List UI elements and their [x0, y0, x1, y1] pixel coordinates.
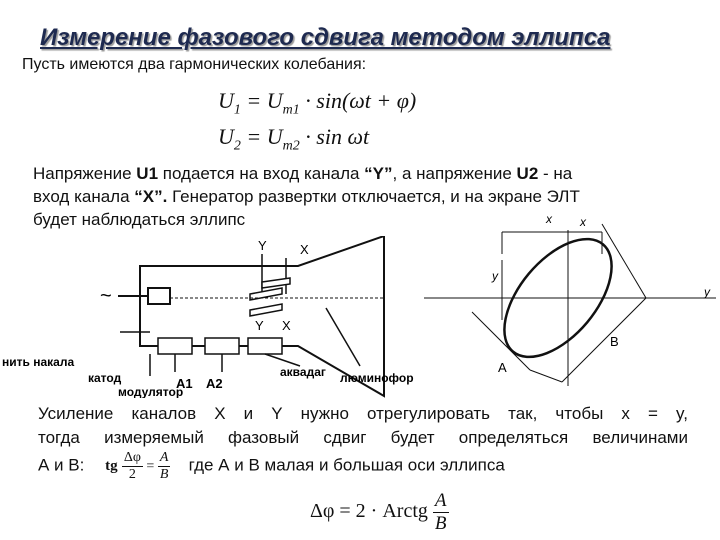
- a-dim-end: [530, 370, 562, 382]
- p-text: Генератор развертки отключается, и на экране ЭЛТ: [167, 187, 580, 206]
- p-text: вход канала: [33, 187, 135, 206]
- formula-u2-lhs: U: [218, 124, 234, 149]
- label-aquadag: аквадаг: [280, 365, 326, 379]
- crt-ac-symbol: ~: [100, 285, 112, 307]
- conclusion-text: [38, 402, 688, 483]
- label-cathode: катод: [88, 371, 122, 385]
- formula-u2-rest: · sin ωt: [299, 124, 370, 149]
- final-den: B: [434, 513, 447, 534]
- crt-x-top: X: [300, 242, 309, 257]
- formula-u2: [218, 124, 369, 154]
- word: каналов: [131, 404, 197, 423]
- ab-text: А и В:: [38, 455, 85, 475]
- tg-formula: [105, 450, 175, 482]
- p-text: подается на вход канала: [158, 164, 365, 183]
- page-title: Измерение фазового сдвига методом эллипса: [40, 24, 611, 51]
- conclusion-line-3: [38, 450, 688, 483]
- p-channel-x: “X”.: [134, 187, 168, 206]
- conclusion-line-1: [38, 402, 688, 426]
- y-plate-bottom: [250, 304, 282, 316]
- p-text: Напряжение: [33, 164, 137, 183]
- formula-u1-amp-sub: m1: [282, 102, 300, 118]
- word: измеряемый: [104, 428, 204, 447]
- p-channel-y: “Y”: [364, 164, 393, 183]
- formula-u1-lhs: U: [218, 88, 234, 113]
- ellipse-b-label: B: [610, 334, 619, 349]
- formula-u1: [218, 88, 416, 118]
- formula-u2-lhs-sub: 2: [233, 138, 241, 154]
- crt-y-top: Y: [258, 238, 267, 253]
- formula-u1-rest: · sin(ωt + φ): [299, 88, 417, 113]
- ellipse-a-label: A: [498, 360, 507, 375]
- formula-u2-eq: =: [240, 124, 267, 149]
- word: Усиление: [38, 404, 114, 423]
- word: нужно: [300, 404, 349, 423]
- word: x: [621, 404, 630, 423]
- formula-u2-amp: U: [266, 124, 283, 149]
- intro-text: Пусть имеются два гармонических колебания:: [22, 56, 367, 73]
- word: чтобы: [555, 404, 604, 423]
- ellipse-x-left: x: [546, 212, 552, 226]
- p-u2: U2: [516, 164, 539, 183]
- axes-text: где А и В малая и большая оси эллипса: [188, 455, 505, 475]
- label-a2: A2: [206, 376, 223, 391]
- paragraph-line-3: будет наблюдаться эллипс: [33, 210, 246, 229]
- cathode-shape: [148, 288, 170, 304]
- phosphor-lead: [326, 308, 360, 366]
- ellipse-y-right: y: [704, 285, 710, 299]
- word: определяться: [458, 428, 569, 447]
- word: так,: [508, 404, 538, 423]
- p-text: - на: [538, 164, 573, 183]
- ellipse-diagram: [420, 210, 720, 390]
- paragraph-line-1: [33, 162, 580, 185]
- formula-u1-eq: =: [240, 88, 267, 113]
- a1-box: [158, 338, 192, 354]
- aquadag-box: [248, 338, 282, 354]
- word: сдвиг: [323, 428, 367, 447]
- label-phosphor: люминофор: [340, 371, 414, 385]
- word: тогда: [38, 428, 80, 447]
- label-a1: A1: [176, 376, 193, 391]
- word: =: [647, 404, 658, 423]
- b-extension: [562, 298, 646, 382]
- crt-x-low: X: [282, 318, 291, 333]
- crt-y-low: Y: [255, 318, 264, 333]
- formula-u2-amp-sub: m2: [282, 138, 300, 154]
- word: и: [243, 404, 254, 423]
- ratio-fraction: [158, 450, 171, 483]
- final-fraction: [433, 490, 449, 535]
- ellipse-y-left: y: [492, 269, 498, 283]
- final-num: A: [434, 490, 447, 511]
- formula-u1-lhs-sub: 1: [233, 102, 241, 118]
- ratio-den: B: [159, 467, 169, 482]
- half-phase-fraction: [122, 450, 143, 483]
- final-formula: [310, 490, 449, 535]
- half-phase-den: 2: [128, 467, 136, 482]
- p-text: , а напряжение: [392, 164, 517, 183]
- word: фазовый: [228, 428, 300, 447]
- label-filament: нить накала: [2, 355, 75, 369]
- final-formula-lhs: Δφ = 2 · Arctg: [310, 500, 428, 523]
- word: величинами: [592, 428, 688, 447]
- p-u1: U1: [136, 164, 159, 183]
- conclusion-line-2: [38, 426, 688, 450]
- a2-box: [205, 338, 239, 354]
- word: y,: [675, 404, 688, 423]
- label-modulator: модулятор: [118, 385, 184, 398]
- ratio-num: A: [159, 450, 169, 465]
- paragraph-line-2: [33, 185, 580, 208]
- ellipse-x-right: x: [580, 215, 586, 229]
- word: Y: [271, 404, 283, 423]
- formula-u1-amp: U: [266, 88, 283, 113]
- word: отрегулировать: [367, 404, 491, 423]
- tg-symbol: tg: [105, 458, 118, 475]
- tg-eq: =: [142, 459, 158, 475]
- word: будет: [390, 428, 435, 447]
- crt-diagram: [0, 236, 420, 398]
- half-phase-num: Δφ: [123, 450, 141, 465]
- word: X: [214, 404, 226, 423]
